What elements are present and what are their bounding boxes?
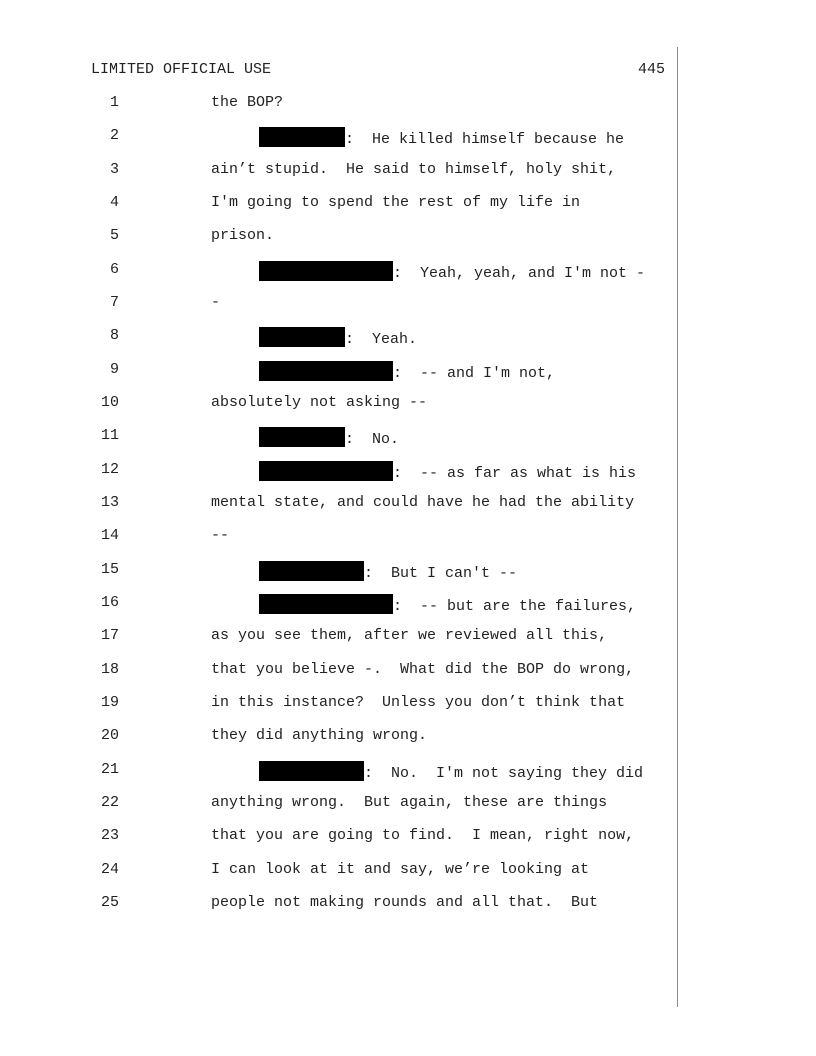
line-text: I can look at it and say, we’re looking at: [211, 861, 590, 878]
line-text: they did anything wrong.: [211, 727, 428, 744]
line-number: 23: [100, 827, 119, 844]
speaker-line: [259, 427, 399, 448]
transcript-line: [0, 727, 816, 751]
line-number: 14: [100, 527, 119, 544]
line-text: : No. I'm not saying they did: [364, 765, 644, 782]
line-number: 7: [109, 294, 119, 311]
line-text: : No.: [345, 431, 400, 448]
line-number: 1: [109, 94, 119, 111]
line-number: 4: [109, 194, 119, 211]
line-number: 24: [100, 861, 119, 878]
page-number: 445: [638, 61, 666, 78]
transcript-line: [0, 327, 816, 351]
line-text: that you believe -. What did the BOP do wrong,: [211, 661, 635, 678]
line-text: : Yeah, yeah, and I'm not -: [393, 265, 646, 282]
transcript-line: [0, 194, 816, 218]
line-text: people not making rounds and all that. But: [211, 894, 599, 911]
redacted-speaker-name: [259, 427, 345, 447]
line-number: 15: [100, 561, 119, 578]
transcript-line: [0, 127, 816, 151]
line-text: that you are going to find. I mean, right now,: [211, 827, 635, 844]
transcript-line: [0, 761, 816, 785]
line-number: 25: [100, 894, 119, 911]
line-text: : -- and I'm not,: [393, 365, 556, 382]
line-text: the BOP?: [211, 94, 284, 111]
line-text: anything wrong. But again, these are things: [211, 794, 608, 811]
line-number: 17: [100, 627, 119, 644]
redacted-speaker-name: [259, 761, 364, 781]
transcript-line: [0, 94, 816, 118]
transcript-line: [0, 627, 816, 651]
speaker-line: [259, 261, 645, 282]
transcript-line: [0, 361, 816, 385]
line-text: absolutely not asking --: [211, 394, 428, 411]
line-number: 12: [100, 461, 119, 478]
line-number: 6: [109, 261, 119, 278]
line-text: : But I can't --: [364, 565, 518, 582]
transcript-line: [0, 227, 816, 251]
speaker-line: [259, 327, 417, 348]
line-number: 22: [100, 794, 119, 811]
line-text: mental state, and could have he had the ability: [211, 494, 635, 511]
transcript-line: [0, 527, 816, 551]
line-text: in this instance? Unless you don’t think that: [211, 694, 626, 711]
transcript-line: [0, 294, 816, 318]
transcript-line: [0, 427, 816, 451]
line-number: 2: [109, 127, 119, 144]
speaker-line: [259, 461, 636, 482]
redacted-speaker-name: [259, 461, 393, 481]
line-text: : Yeah.: [345, 331, 418, 348]
speaker-line: [259, 594, 636, 615]
classification-marking: LIMITED OFFICIAL USE: [91, 61, 272, 78]
line-number: 18: [100, 661, 119, 678]
speaker-line: [259, 761, 643, 782]
transcript-line: [0, 494, 816, 518]
line-text: I'm going to spend the rest of my life in: [211, 194, 581, 211]
transcript-line: [0, 827, 816, 851]
redacted-speaker-name: [259, 261, 393, 281]
line-number: 16: [100, 594, 119, 611]
line-number: 13: [100, 494, 119, 511]
line-number: 11: [100, 427, 119, 444]
transcript-line: [0, 461, 816, 485]
transcript-line: [0, 594, 816, 618]
line-number: 10: [100, 394, 119, 411]
speaker-line: [259, 361, 555, 382]
transcript-line: [0, 694, 816, 718]
line-number: 5: [109, 227, 119, 244]
speaker-line: [259, 561, 517, 582]
redacted-speaker-name: [259, 127, 345, 147]
line-text: : -- as far as what is his: [393, 465, 637, 482]
line-text: prison.: [211, 227, 275, 244]
speaker-line: [259, 127, 624, 148]
transcript-line: [0, 561, 816, 585]
line-text: -: [211, 294, 221, 311]
transcript-line: [0, 161, 816, 185]
line-number: 21: [100, 761, 119, 778]
line-text: as you see them, after we reviewed all this,: [211, 627, 608, 644]
line-text: : -- but are the failures,: [393, 598, 637, 615]
line-text: --: [211, 527, 230, 544]
transcript-line: [0, 861, 816, 885]
line-number: 20: [100, 727, 119, 744]
line-number: 8: [109, 327, 119, 344]
transcript-line: [0, 894, 816, 918]
transcript-line: [0, 661, 816, 685]
redacted-speaker-name: [259, 594, 393, 614]
line-number: 3: [109, 161, 119, 178]
line-number: 19: [100, 694, 119, 711]
line-number: 9: [109, 361, 119, 378]
line-text: ain’t stupid. He said to himself, holy shit,: [211, 161, 617, 178]
line-text: : He killed himself because he: [345, 131, 625, 148]
transcript-line: [0, 394, 816, 418]
redacted-speaker-name: [259, 561, 364, 581]
redacted-speaker-name: [259, 327, 345, 347]
transcript-line: [0, 261, 816, 285]
redacted-speaker-name: [259, 361, 393, 381]
transcript-line: [0, 794, 816, 818]
